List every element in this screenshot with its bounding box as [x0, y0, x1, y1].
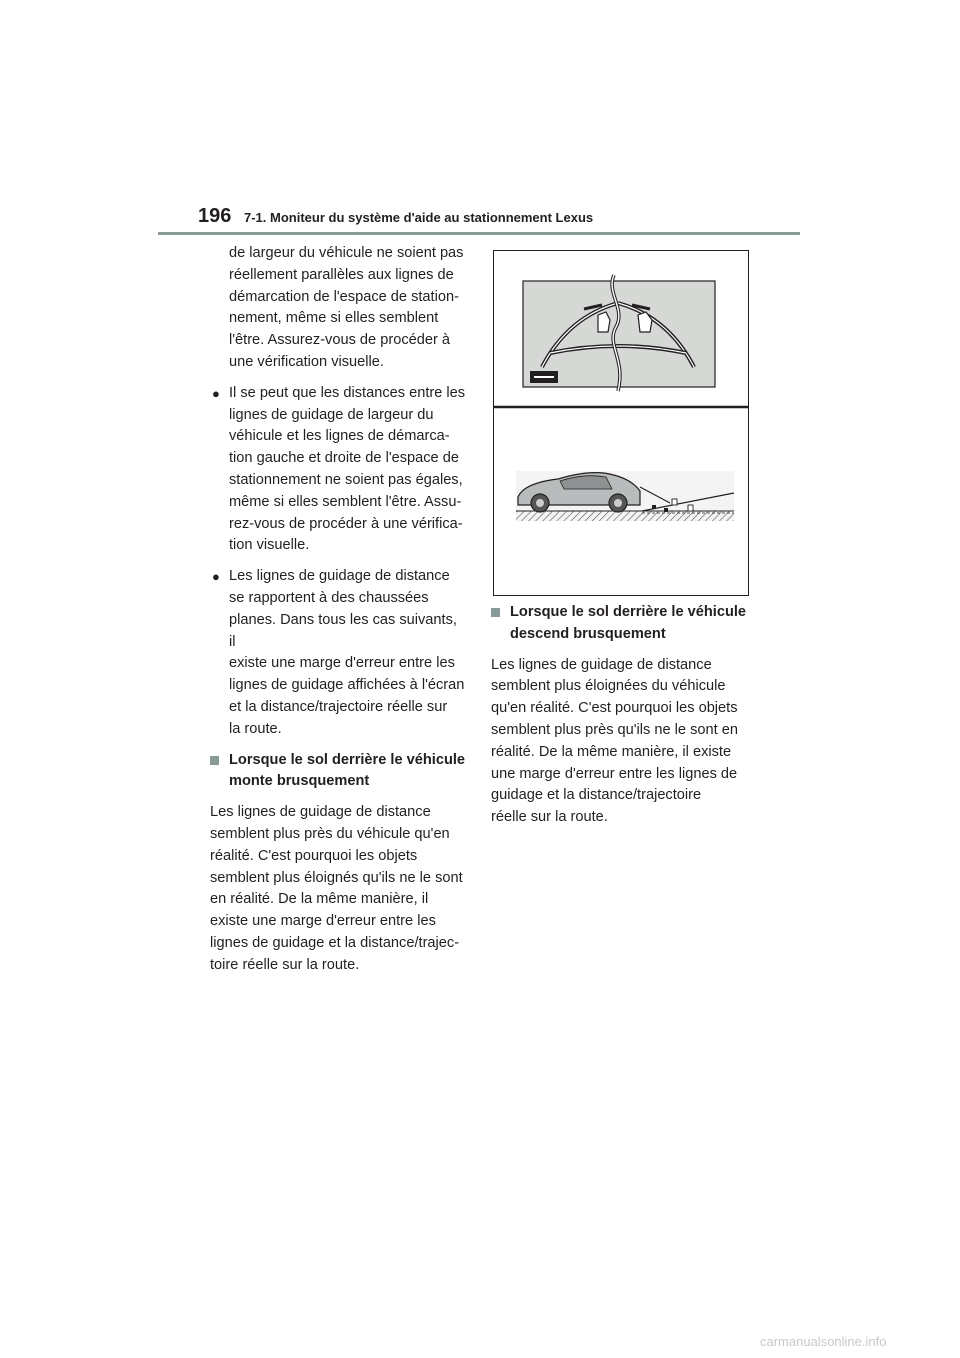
left-column [210, 243, 466, 977]
bullet-item-width-distance: ● Il se peut que les distances entre les lignes de guidage de largeur du véhicule et les lignes de démarca- tion gauche et droite de l'espace de stationnement ne soient pas égales, même si elles semblent l'être. Assu- rez-vous de procéder à une vérifica- tion visuelle. [212, 384, 466, 554]
right-column [491, 602, 751, 829]
bullet-icon: ● [212, 385, 220, 401]
header-rule [158, 232, 800, 235]
side-view-scene [516, 471, 734, 521]
illustration-svg [494, 251, 748, 595]
square-bullet-icon [491, 608, 500, 617]
page-header [158, 205, 800, 237]
section-title: 7-1. Moniteur du système d'aide au stationnement Lexus [244, 210, 594, 225]
camera-screen [523, 275, 715, 391]
watermark: carmanualsonline.info [760, 1334, 887, 1349]
subheading-downhill: Lorsque le sol derrière le véhicule descend brusquement [491, 602, 751, 646]
square-bullet-icon [210, 756, 219, 765]
body-paragraph-downhill: Les lignes de guidage de distance semblent plus éloignées du véhicule qu'en réalité. C'est pourquoi les objets semblent plus près qu'ils ne le sont en réalité. De la même manière, il existe une marge d'erreur entre les lignes de guidage et la distance/trajectoire réelle sur la route. [491, 656, 738, 826]
bullet-item-flat-roads: ● Les lignes de guidage de distance se rapportent à des chaussées planes. Dans tous les cas suivants, il existe une marge d'erreur entre les lignes de guidage affichées à l'écran et la distance/trajectoire réelle sur la route. [212, 568, 465, 737]
body-paragraph-uphill: Les lignes de guidage de distance semblent plus près du véhicule qu'en réalité. C'est pourquoi les objets semblent plus éloignés qu'ils ne le sont en réalité. De la même manière, il existe une marge d'erreur entre les lignes de guidage et la distance/trajec- toire réelle sur la route. [210, 804, 463, 973]
continuation-paragraph: de largeur du véhicule ne soient pas réellement parallèles aux lignes de démarcation de l'espace de station- nement, même si elles semblent l'être. Assurez-vous de procéder à une vérification visuelle. [229, 245, 464, 370]
bullet-icon: ● [212, 569, 220, 585]
page-number: 196 [198, 205, 232, 227]
subheading-uphill: Lorsque le sol derrière le véhicule monte brusquement [210, 750, 466, 794]
downhill-illustration [493, 250, 749, 596]
